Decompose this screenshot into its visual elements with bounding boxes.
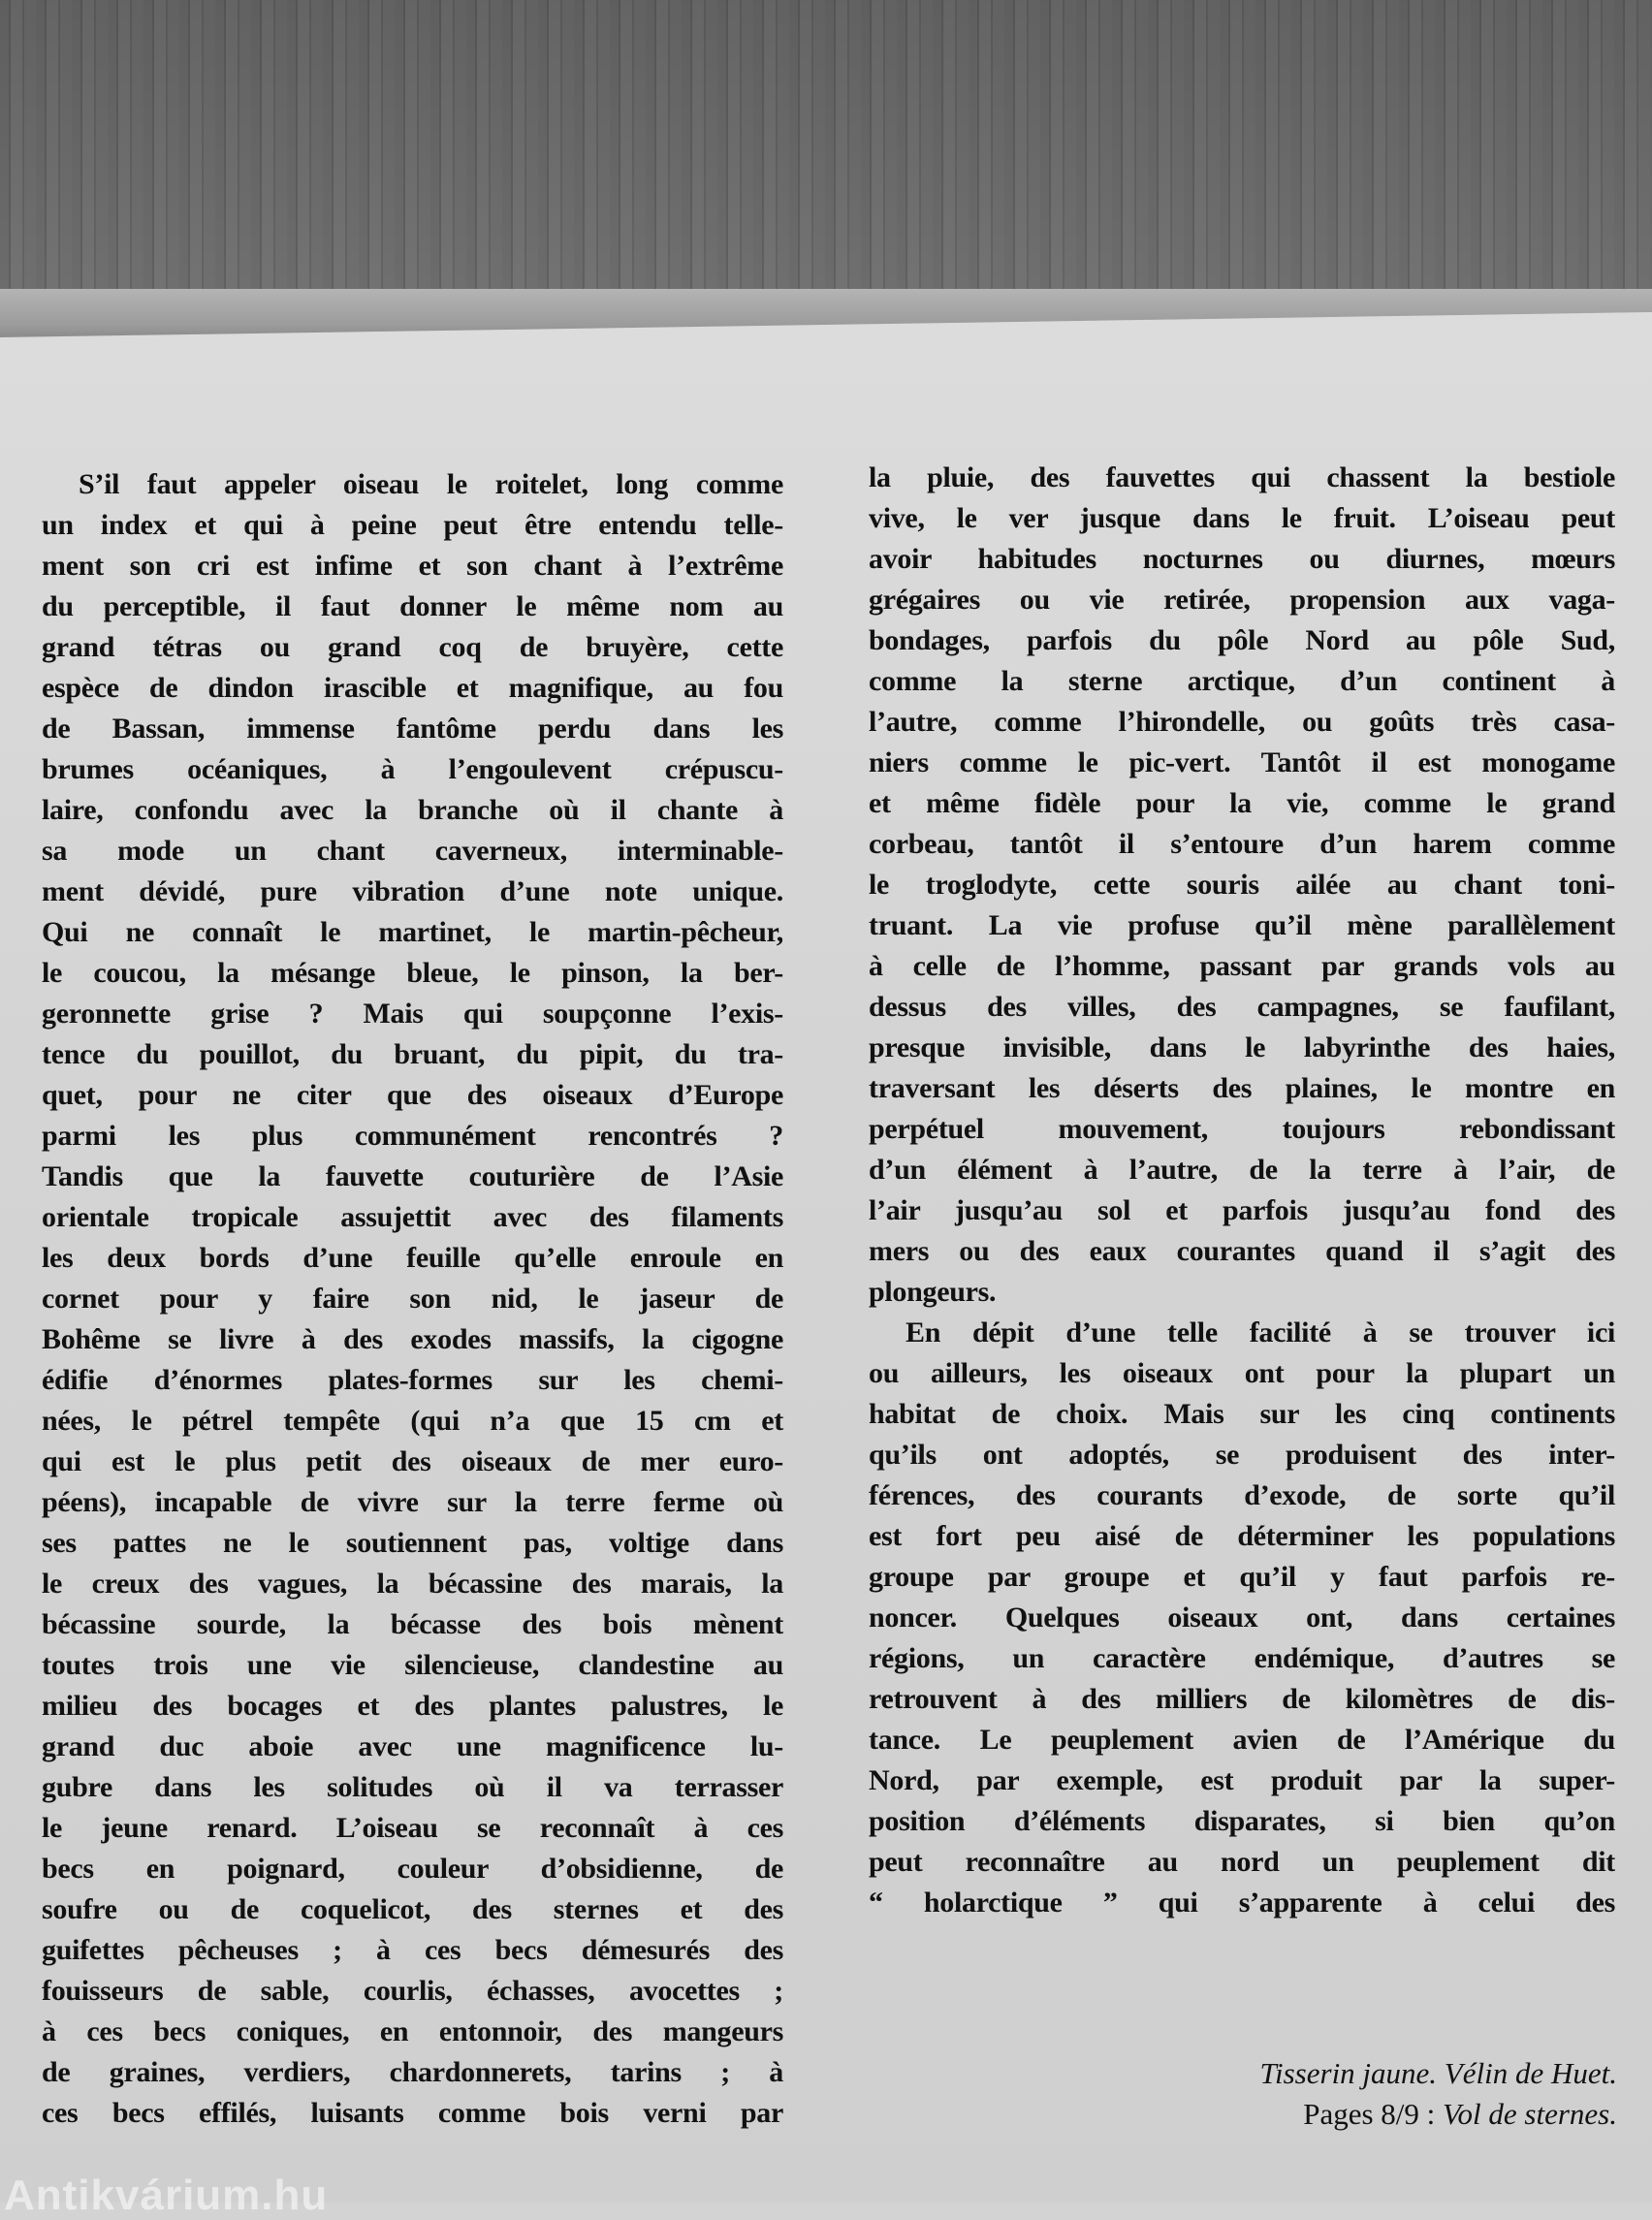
text-line: milieu des bocages et des plantes palustres, le xyxy=(42,1690,783,1722)
text-line: “ holarctique ” qui s’apparente à celui des xyxy=(869,1887,1615,1919)
caption-title: Vol de sternes. xyxy=(1443,2097,1617,2131)
text-line: toutes trois une vie silencieuse, clandestine au xyxy=(42,1649,783,1681)
text-line: En dépit d’une telle facilité à se trouver ici xyxy=(905,1316,1615,1348)
text-line: tance. Le peuplement avien de l’Amérique du xyxy=(869,1724,1615,1756)
text-line: comme la sterne arctique, d’un continent à xyxy=(869,665,1615,697)
text-line: bondages, parfois du pôle Nord au pôle Sud, xyxy=(869,624,1615,656)
text-line: corbeau, tantôt il s’entoure d’un harem comme xyxy=(869,828,1615,860)
text-line: qui est le plus petit des oiseaux de mer euro- xyxy=(42,1445,783,1477)
text-line: est fort peu aisé de déterminer les populations xyxy=(869,1520,1615,1552)
text-line: fouisseurs de sable, courlis, échasses, avocettes ; xyxy=(42,1975,783,2007)
text-line: bécassine sourde, la bécasse des bois mènent xyxy=(42,1608,783,1640)
text-line: la pluie, des fauvettes qui chassent la bestiole xyxy=(869,461,1615,493)
image-caption xyxy=(1259,2053,1617,2135)
text-line: péens), incapable de vivre sur la terre ferme où xyxy=(42,1486,783,1518)
text-line: gubre dans les solitudes où il va terrasser xyxy=(42,1771,783,1803)
text-line: becs en poignard, couleur d’obsidienne, de xyxy=(42,1853,783,1885)
right-text-column xyxy=(869,458,1615,1923)
text-line: et même fidèle pour la vie, comme le grand xyxy=(869,787,1615,819)
text-line: groupe par groupe et qu’il y faut parfois re- xyxy=(869,1561,1615,1593)
text-line: ses pattes ne le soutiennent pas, voltige dans xyxy=(42,1527,783,1559)
text-line: qu’ils ont adoptés, se produisent des inter- xyxy=(869,1439,1615,1471)
text-line: geronnette grise ? Mais qui soupçonne l’exis- xyxy=(42,998,783,1030)
text-line: l’autre, comme l’hirondelle, ou goûts très casa- xyxy=(869,706,1615,738)
text-line: soufre ou de coquelicot, des sternes et des xyxy=(42,1893,783,1925)
text-line: position d’éléments disparates, si bien qu’on xyxy=(869,1805,1615,1837)
text-line: peut reconnaître au nord un peuplement dit xyxy=(869,1846,1615,1878)
text-line: S’il faut appeler oiseau le roitelet, long comme xyxy=(79,468,783,500)
text-line: traversant les déserts des plaines, le montre en xyxy=(869,1072,1615,1104)
text-line: cornet pour y faire son nid, le jaseur de xyxy=(42,1283,783,1315)
text-line: ou ailleurs, les oiseaux ont pour la plupart un xyxy=(869,1357,1615,1389)
text-line: quet, pour ne citer que des oiseaux d’Europe xyxy=(42,1079,783,1111)
text-line: un index et qui à peine peut être entendu telle- xyxy=(42,509,783,541)
text-line: truant. La vie profuse qu’il mène parallèlement xyxy=(869,909,1615,941)
text-line: Nord, par exemple, est produit par la super- xyxy=(869,1764,1615,1796)
text-line: à ces becs coniques, en entonnoir, des mangeurs xyxy=(42,2015,783,2047)
text-line: les deux bords d’une feuille qu’elle enroule en xyxy=(42,1242,783,1274)
text-line: orientale tropicale assujettit avec des filaments xyxy=(42,1201,783,1233)
text-line: habitat de choix. Mais sur les cinq continents xyxy=(869,1398,1615,1430)
text-line: presque invisible, dans le labyrinthe des haies, xyxy=(869,1031,1615,1063)
text-line: l’air jusqu’au sol et parfois jusqu’au fond des xyxy=(869,1194,1615,1226)
text-line: de graines, verdiers, chardonnerets, tarins ; à xyxy=(42,2056,783,2088)
text-line: ment son cri est infime et son chant à l’extrême xyxy=(42,550,783,582)
text-line: Tandis que la fauvette couturière de l’Asie xyxy=(42,1160,783,1192)
text-line: noncer. Quelques oiseaux ont, dans certaines xyxy=(869,1602,1615,1633)
text-line: plongeurs. xyxy=(869,1276,997,1308)
text-line: brumes océaniques, à l’engoulevent crépuscu- xyxy=(42,753,783,785)
text-line: perpétuel mouvement, toujours rebondissant xyxy=(869,1113,1615,1145)
text-line: dessus des villes, des campagnes, se faufilant, xyxy=(869,991,1615,1023)
text-line: grégaires ou vie retirée, propension aux vaga- xyxy=(869,584,1615,616)
caption-line-1: Tisserin jaune. Vélin de Huet. xyxy=(1259,2056,1617,2090)
text-line: de Bassan, immense fantôme perdu dans les xyxy=(42,713,783,745)
text-line: avoir habitudes nocturnes ou diurnes, mœurs xyxy=(869,543,1615,575)
text-line: ment dévidé, pure vibration d’une note unique. xyxy=(42,875,783,907)
text-line: le troglodyte, cette souris ailée au chant toni- xyxy=(869,869,1615,901)
text-line: édifie d’énormes plates-formes sur les chemi- xyxy=(42,1364,783,1396)
text-line: d’un élément à l’autre, de la terre à l’air, de xyxy=(869,1154,1615,1186)
text-line: le jeune renard. L’oiseau se reconnaît à ces xyxy=(42,1812,783,1844)
text-line: guifettes pêcheuses ; à ces becs démesurés des xyxy=(42,1934,783,1966)
text-line: grand tétras ou grand coq de bruyère, cette xyxy=(42,631,783,663)
watermark: Antikvárium.hu xyxy=(4,2172,329,2219)
text-line: sa mode un chant caverneux, interminable- xyxy=(42,835,783,867)
background-surface xyxy=(0,0,1652,296)
text-line: régions, un caractère endémique, d’autres se xyxy=(869,1642,1615,1674)
text-line: le coucou, la mésange bleue, le pinson, la ber- xyxy=(42,957,783,989)
text-line: à celle de l’homme, passant par grands vols au xyxy=(869,950,1615,982)
text-line: grand duc aboie avec une magnificence lu- xyxy=(42,1730,783,1762)
left-text-column xyxy=(42,464,783,2134)
text-line: férences, des courants d’exode, de sorte qu’il xyxy=(869,1479,1615,1511)
text-line: parmi les plus communément rencontrés ? xyxy=(42,1120,783,1152)
text-line: niers comme le pic-vert. Tantôt il est monogame xyxy=(869,746,1615,778)
text-line: Qui ne connaît le martinet, le martin-pêcheur, xyxy=(42,916,783,948)
text-line: ces becs effilés, luisants comme bois verni par xyxy=(42,2097,783,2129)
text-line: espèce de dindon irascible et magnifique, au fou xyxy=(42,672,783,704)
text-line: nées, le pétrel tempête (qui n’a que 15 cm et xyxy=(42,1405,783,1437)
text-line: du perceptible, il faut donner le même nom au xyxy=(42,590,783,622)
text-line: le creux des vagues, la bécassine des marais, la xyxy=(42,1568,783,1600)
text-line: laire, confondu avec la branche où il chante à xyxy=(42,794,783,826)
text-line: Bohême se livre à des exodes massifs, la cigogne xyxy=(42,1323,783,1355)
text-line: mers ou des eaux courantes quand il s’agit des xyxy=(869,1235,1615,1267)
text-line: vive, le ver jusque dans le fruit. L’oiseau peut xyxy=(869,502,1615,534)
text-line: retrouvent à des milliers de kilomètres de dis- xyxy=(869,1683,1615,1715)
text-line: tence du pouillot, du bruant, du pipit, du tra- xyxy=(42,1038,783,1070)
caption-line-2 xyxy=(1259,2094,1617,2135)
caption-pages: Pages 8/9 : xyxy=(1303,2097,1444,2131)
